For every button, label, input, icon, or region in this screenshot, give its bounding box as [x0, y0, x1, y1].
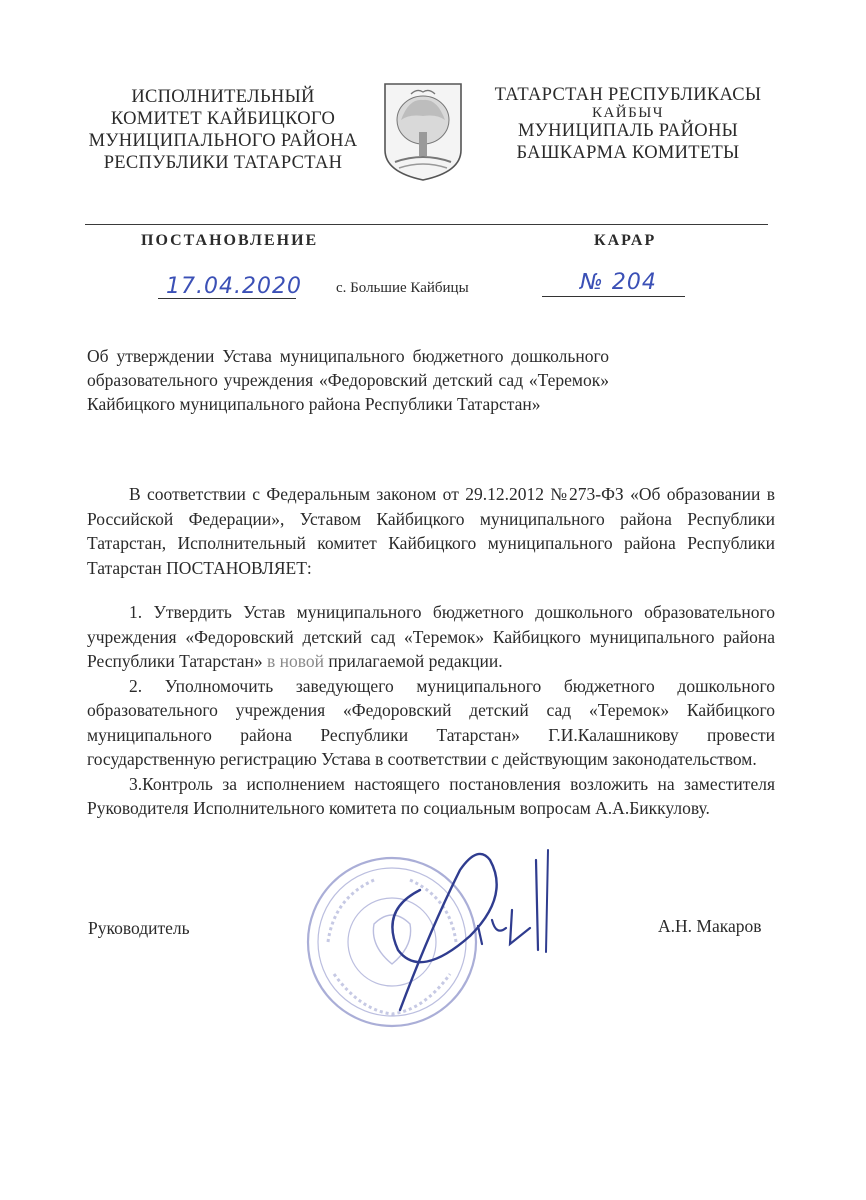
item-1-paragraph [87, 600, 775, 674]
header-left-line: РЕСПУБЛИКИ ТАТАРСТАН [103, 153, 343, 173]
header-right-line: ТАТАРСТАН РЕСПУБЛИКАСЫ [494, 85, 762, 105]
doc-type-ru: ПОСТАНОВЛЕНИЕ [141, 232, 319, 249]
header-right-line: МУНИЦИПАЛЬ РАЙОНЫ [517, 121, 739, 141]
doc-type-tt: КАРАР [594, 232, 657, 249]
handwritten-signature-icon [360, 840, 570, 1030]
signatory-title: Руководитель [88, 918, 190, 938]
header-right-line: БАШКАРМА КОМИТЕТЫ [516, 143, 740, 163]
item-1-faint-text: в новой [262, 651, 325, 671]
preamble-paragraph: В соответствии с Федеральным законом от 29.12.2012 №273-ФЗ «Об образовании в Российской Федерации», Уставом Кайбицкого муниципального района Республики Татарстан, Исполнительный комитет Кайбицкого муниципального района Республики Татарстан ПОСТАНОВЛЯЕТ: [87, 484, 775, 578]
signatory-name: А.Н. Макаров [658, 916, 762, 936]
header-left-line: МУНИЦИПАЛЬНОГО РАЙОНА [88, 131, 358, 151]
header-right-block [486, 84, 770, 164]
handwritten-date: 17.04.2020 [166, 274, 302, 299]
document-subject: Об утверждении Устава муниципального бюджетного дошкольного образовательного учреждения «Федоровский детский сад «Теремок» Кайбицкого муниципального района Республики Татарстан» [87, 346, 609, 414]
header-left-line: ИСПОЛНИТЕЛЬНЫЙ [131, 87, 315, 107]
header-left-block [78, 86, 368, 174]
date-underline [158, 298, 296, 299]
number-underline [542, 296, 685, 297]
document-body [87, 482, 775, 821]
item-1-end-text: прилагаемой редакции. [328, 651, 503, 671]
place-text: с. Большие Кайбицы [336, 280, 469, 296]
header-right-line: КАЙБЫЧ [591, 105, 665, 121]
item-2-paragraph: 2. Уполномочить заведующего муниципального бюджетного дошкольного образовательного учреждения «Федоровский детский сад «Теремок» Кайбицкого муниципального района Республики Татарстан» Г.И.Калашникову провести государственную регистрацию Устава в соответствии с действующим законодательством. [87, 675, 775, 769]
header-left-line: КОМИТЕТ КАЙБИЦКОГО [110, 109, 336, 129]
handwritten-number: № 204 [580, 270, 657, 295]
item-3-paragraph: 3.Контроль за исполнением настоящего постановления возложить на заместителя Руководителя Исполнительного комитета по социальным вопросам А.А.Биккулову. [87, 773, 775, 818]
item-1-text: 1. Утвердить Устав муниципального бюджетного дошкольного образовательного учреждения «Федоровский детский сад «Теремок» Кайбицкого муниципального района Республики Татарстан» [87, 602, 775, 671]
coat-of-arms-emblem [381, 80, 465, 184]
header-divider [85, 224, 768, 225]
